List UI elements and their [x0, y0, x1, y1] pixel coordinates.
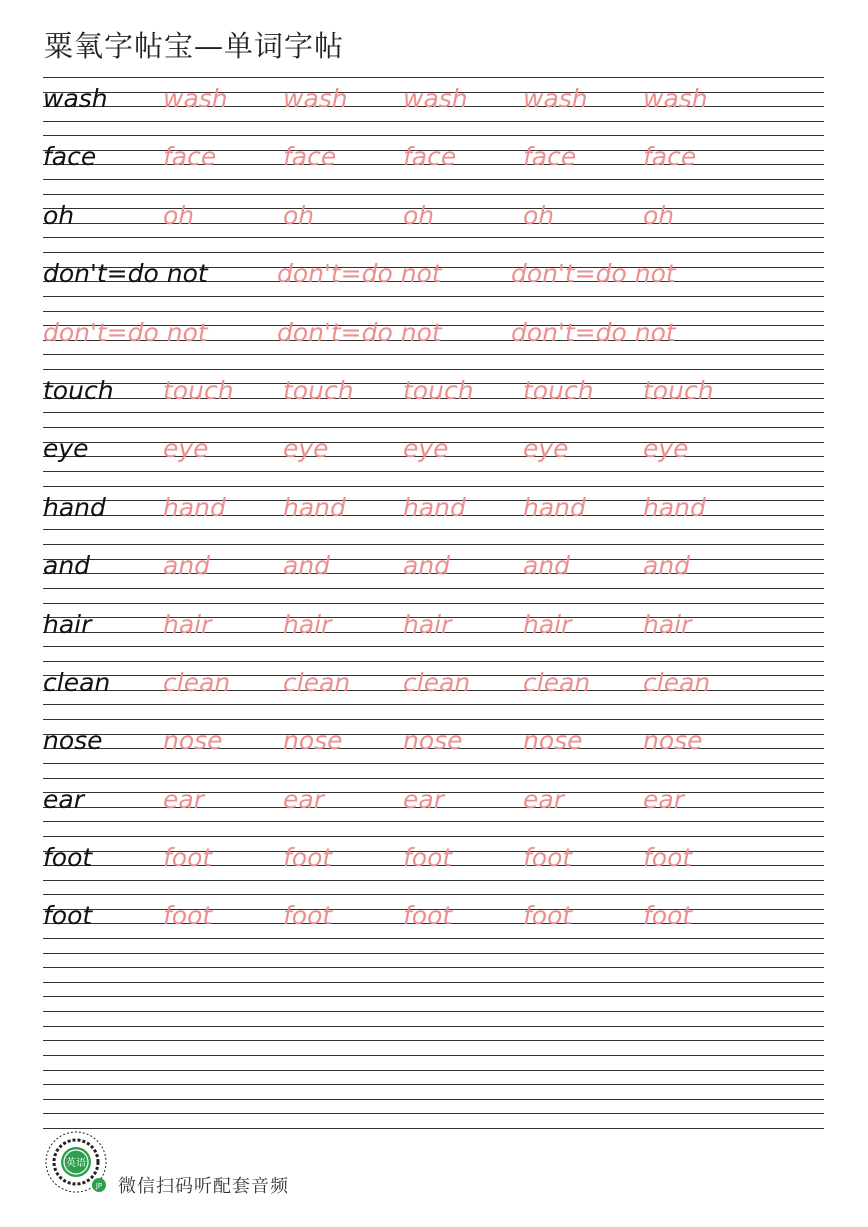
trace-word: foot	[283, 843, 333, 873]
trace-word: nose	[403, 726, 463, 756]
trace-word: eye	[643, 434, 689, 464]
guide-line	[43, 311, 824, 312]
qr-badge-label: 英语	[66, 1158, 86, 1169]
guide-line	[43, 1099, 824, 1100]
trace-word: don't=do not	[511, 259, 676, 289]
guide-line	[43, 588, 824, 589]
trace-word: and	[643, 551, 691, 581]
trace-word: and	[403, 551, 451, 581]
guide-line	[43, 486, 824, 487]
guide-line	[43, 953, 824, 954]
trace-word: eye	[523, 434, 569, 464]
handwriting-sheet	[43, 77, 824, 1129]
trace-word: oh	[523, 200, 555, 230]
trace-word: eye	[403, 434, 449, 464]
trace-word: face	[523, 142, 577, 172]
footer-caption: 微信扫码听配套音频	[118, 1176, 289, 1197]
practice-row	[43, 603, 824, 661]
practice-row	[43, 894, 824, 952]
practice-row	[43, 544, 824, 602]
guide-line	[43, 1055, 824, 1056]
trace-word: wash	[163, 84, 228, 113]
trace-word: hand	[403, 492, 466, 522]
trace-word: hair	[523, 609, 572, 639]
trace-word: nose	[283, 726, 343, 756]
trace-word: hair	[283, 609, 332, 639]
trace-word: clean	[403, 667, 471, 697]
guide-line	[43, 354, 824, 355]
guide-line	[43, 369, 824, 370]
guide-line	[43, 179, 824, 180]
trace-word: eye	[163, 434, 209, 464]
trace-word: hand	[163, 492, 226, 522]
trace-word: foot	[163, 901, 213, 931]
practice-row	[43, 369, 824, 427]
qr-code-icon[interactable]	[40, 1126, 112, 1198]
practice-row	[43, 778, 824, 836]
guide-line	[43, 778, 824, 779]
guide-line	[43, 719, 824, 720]
model-word: eye	[43, 434, 89, 464]
guide-line	[43, 237, 824, 238]
guide-line	[43, 529, 824, 530]
guide-line	[43, 763, 824, 764]
model-word: hair	[43, 609, 92, 639]
guide-line	[43, 894, 824, 895]
trace-word: foot	[523, 843, 573, 873]
trace-word: foot	[403, 843, 453, 873]
trace-word: hand	[523, 492, 586, 522]
guide-line	[43, 880, 824, 881]
trace-word: ear	[523, 784, 564, 814]
trace-word: hand	[283, 492, 346, 522]
guide-line	[43, 1070, 824, 1071]
footer	[40, 1126, 340, 1198]
guide-line	[43, 836, 824, 837]
guide-line	[43, 996, 824, 997]
trace-word: touch	[643, 375, 714, 405]
guide-line	[43, 661, 824, 662]
trace-word: foot	[523, 901, 573, 931]
trace-word: face	[283, 142, 337, 172]
trace-word: and	[163, 551, 211, 581]
practice-row	[43, 427, 824, 485]
practice-row	[43, 311, 824, 369]
trace-word: oh	[403, 200, 435, 230]
guide-line	[43, 427, 824, 428]
model-word: oh	[43, 200, 75, 230]
guide-line	[43, 603, 824, 604]
practice-row	[43, 836, 824, 894]
trace-word: wash	[523, 84, 588, 113]
guide-line	[43, 412, 824, 413]
model-word: wash	[43, 84, 108, 113]
trace-word: ear	[643, 784, 684, 814]
trace-word: don't=do not	[511, 317, 676, 347]
qr-corner-mark: JP	[95, 1182, 103, 1190]
trace-word: wash	[643, 84, 708, 113]
guide-line	[43, 646, 824, 647]
trace-word: clean	[523, 667, 591, 697]
practice-row	[43, 661, 824, 719]
practice-row	[43, 194, 824, 252]
trace-word: oh	[163, 200, 195, 230]
guide-line	[43, 296, 824, 297]
practice-row	[43, 252, 824, 310]
trace-word: foot	[283, 901, 333, 931]
blank-practice-row	[43, 1070, 824, 1128]
guide-line	[43, 1011, 824, 1012]
trace-word: wash	[403, 84, 468, 113]
guide-line	[43, 1040, 824, 1041]
trace-word: ear	[403, 784, 444, 814]
guide-line	[43, 938, 824, 939]
trace-word: eye	[283, 434, 329, 464]
guide-line	[43, 77, 824, 78]
practice-row	[43, 719, 824, 777]
trace-word: hand	[643, 492, 706, 522]
page-title: 粟氧字帖宝—单词字帖	[44, 29, 345, 63]
model-word: and	[43, 551, 91, 581]
guide-line	[43, 544, 824, 545]
guide-line	[43, 252, 824, 253]
trace-word: ear	[283, 784, 324, 814]
trace-word: nose	[643, 726, 703, 756]
guide-line	[43, 135, 824, 136]
model-word: foot	[43, 843, 93, 873]
guide-line	[43, 194, 824, 195]
trace-word: don't=do not	[277, 317, 442, 347]
model-word: face	[43, 142, 97, 172]
trace-word: touch	[163, 375, 234, 405]
model-word: don't=do not	[43, 259, 208, 289]
trace-word: nose	[163, 726, 223, 756]
model-word: foot	[43, 901, 93, 931]
trace-word: oh	[283, 200, 315, 230]
trace-word: oh	[643, 200, 675, 230]
trace-word: touch	[523, 375, 594, 405]
trace-word: ear	[163, 784, 204, 814]
trace-word: touch	[283, 375, 354, 405]
practice-row	[43, 486, 824, 544]
guide-line	[43, 982, 824, 983]
model-word: hand	[43, 492, 106, 522]
model-word: touch	[43, 375, 114, 405]
model-word: nose	[43, 726, 103, 756]
trace-word: foot	[643, 843, 693, 873]
guide-line	[43, 1113, 824, 1114]
trace-word: touch	[403, 375, 474, 405]
trace-word: hair	[403, 609, 452, 639]
trace-word: clean	[163, 667, 231, 697]
trace-word: face	[643, 142, 697, 172]
guide-line	[43, 121, 824, 122]
trace-word: face	[163, 142, 217, 172]
guide-line	[43, 1084, 824, 1085]
trace-word: and	[283, 551, 331, 581]
trace-word: foot	[643, 901, 693, 931]
trace-word: face	[403, 142, 457, 172]
guide-line	[43, 1026, 824, 1027]
trace-word: wash	[283, 84, 348, 113]
trace-word: clean	[643, 667, 711, 697]
practice-row	[43, 135, 824, 193]
trace-word: clean	[283, 667, 351, 697]
blank-practice-row	[43, 953, 824, 1011]
guide-line	[43, 821, 824, 822]
guide-line	[43, 704, 824, 705]
trace-word: hair	[643, 609, 692, 639]
blank-practice-row	[43, 1011, 824, 1069]
model-word: don't=do not	[43, 317, 208, 347]
model-word: ear	[43, 784, 84, 814]
model-word: clean	[43, 667, 111, 697]
trace-word: and	[523, 551, 571, 581]
practice-row	[43, 77, 824, 135]
trace-word: hair	[163, 609, 212, 639]
trace-word: don't=do not	[277, 259, 442, 289]
trace-word: foot	[403, 901, 453, 931]
guide-line	[43, 471, 824, 472]
trace-word: nose	[523, 726, 583, 756]
guide-line	[43, 967, 824, 968]
trace-word: foot	[163, 843, 213, 873]
